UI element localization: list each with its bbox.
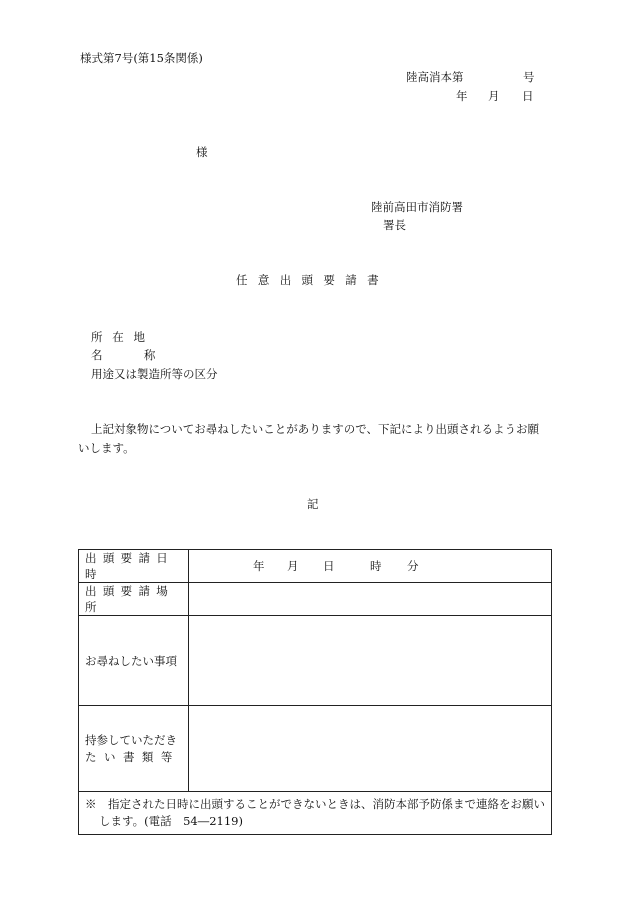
request-table	[78, 549, 552, 835]
table-row	[79, 550, 552, 583]
usage-label: 用途又は製造所等の区分	[91, 367, 218, 381]
name-label: 名称	[91, 348, 197, 362]
datetime-label: 出頭要請日時	[79, 550, 189, 583]
place-value	[189, 583, 552, 616]
sender-org: 陸前高田市消防署	[371, 200, 463, 214]
table-row	[79, 616, 552, 706]
table-row	[79, 792, 552, 835]
date-year: 年	[456, 89, 468, 103]
body-line-2: いします。	[78, 441, 135, 455]
note-cell	[79, 792, 552, 835]
documents-label-line-1: 持参していただき	[85, 732, 177, 747]
datetime-minute: 分	[407, 559, 419, 573]
doc-number-prefix: 陸高消本第	[406, 70, 464, 84]
document-title: 任意出頭要請書	[236, 273, 389, 287]
addressee-honorific: 様	[196, 145, 208, 159]
datetime-month: 月	[287, 559, 299, 573]
inquiry-label: お尋ねしたい事項	[79, 616, 189, 706]
table-row	[79, 706, 552, 792]
datetime-day: 日	[323, 559, 335, 573]
documents-label-line-2: たい書類等	[85, 749, 180, 764]
date-day: 日	[522, 89, 534, 103]
date-month: 月	[488, 89, 500, 103]
note-line-1: ※ 指定された日時に出頭することができないときは、消防本部予防係まで連絡をお願い	[85, 797, 545, 811]
inquiry-value	[189, 616, 552, 706]
place-label: 出頭要請場所	[79, 583, 189, 616]
datetime-year: 年	[253, 559, 265, 573]
note-line-2: します。(電話 54―2119)	[99, 814, 243, 828]
table-row	[79, 583, 552, 616]
ki-heading: 記	[307, 497, 319, 511]
documents-label	[79, 706, 189, 792]
datetime-hour: 時	[370, 559, 382, 573]
datetime-value	[189, 550, 552, 583]
doc-number-suffix: 号	[523, 70, 535, 84]
form-number: 様式第7号(第15条関係)	[80, 51, 203, 65]
body-line-1: 上記対象物についてお尋ねしたいことがありますので、下記により出頭されるようお願	[91, 422, 540, 436]
location-label: 所在地	[91, 330, 155, 344]
documents-value	[189, 706, 552, 792]
sender-title: 署長	[383, 218, 406, 232]
